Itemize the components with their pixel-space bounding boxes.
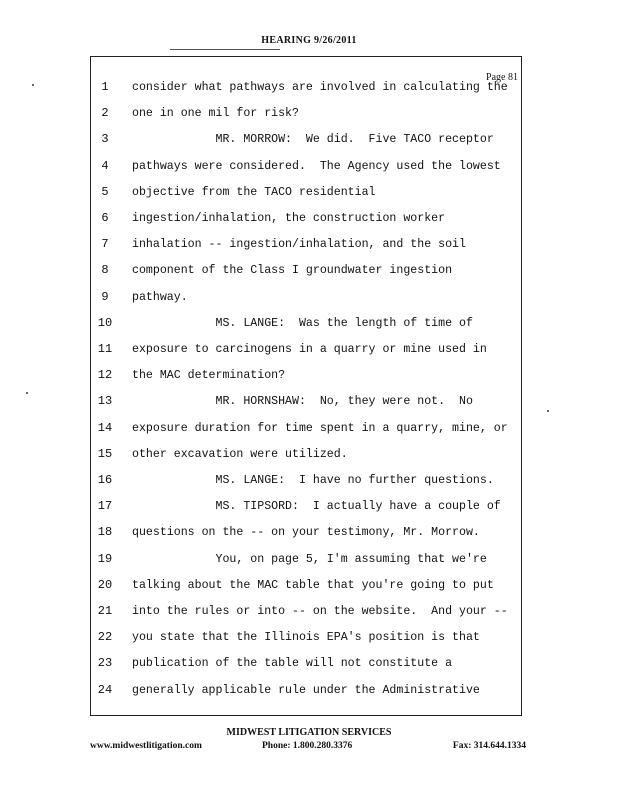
line-number: 17	[97, 499, 113, 513]
line-number: 12	[97, 368, 113, 382]
transcript-line-text: pathway.	[132, 291, 188, 304]
transcript-line-text: pathways were considered. The Agency used the lowest	[132, 160, 501, 173]
transcript-line-text: exposure duration for time spent in a quarry, mine, or	[132, 422, 508, 435]
transcript-line-text: MS. TIPSORD: I actually have a couple of	[132, 500, 501, 513]
transcript-line-text: MS. LANGE: Was the length of time of	[132, 317, 473, 330]
transcript-line-text: MR. MORROW: We did. Five TACO receptor	[132, 133, 494, 146]
transcript-line-text: MS. LANGE: I have no further questions.	[132, 474, 494, 487]
transcript-line-text: into the rules or into -- on the website. And your --	[132, 605, 508, 618]
transcript-line-text: objective from the TACO residential	[132, 186, 376, 199]
scan-speck	[32, 84, 34, 86]
line-number: 15	[97, 447, 113, 461]
line-number: 7	[101, 237, 109, 251]
transcript-line-text: generally applicable rule under the Administrative	[132, 684, 480, 697]
transcript-line-text: exposure to carcinogens in a quarry or mine used in	[132, 343, 487, 356]
header-divider	[170, 49, 280, 50]
line-number: 8	[101, 263, 109, 277]
footer-website: www.midwestlitigation.com	[90, 741, 202, 751]
line-number: 23	[97, 656, 113, 670]
line-number: 10	[97, 316, 113, 330]
line-number: 5	[101, 185, 109, 199]
transcript-line-text: consider what pathways are involved in calculating the	[132, 81, 508, 94]
transcript-line-text: one in one mil for risk?	[132, 107, 299, 120]
transcript-line-text: You, on page 5, I'm assuming that we're	[132, 553, 487, 566]
line-number: 6	[101, 211, 109, 225]
line-number: 24	[97, 683, 113, 697]
transcript-line-text: other excavation were utilized.	[132, 448, 348, 461]
scan-speck	[547, 410, 549, 412]
line-number: 22	[97, 630, 113, 644]
transcript-line-text: inhalation -- ingestion/inhalation, and the soil	[132, 238, 466, 251]
line-number: 13	[97, 394, 113, 408]
transcript-line-text: you state that the Illinois EPA's position is that	[132, 631, 480, 644]
line-number: 11	[97, 342, 113, 356]
transcript-line-text: publication of the table will not constitute a	[132, 657, 453, 670]
transcript-line-text: ingestion/inhalation, the construction worker	[132, 212, 446, 225]
scan-speck	[26, 392, 28, 394]
line-number: 16	[97, 473, 113, 487]
line-number: 3	[101, 132, 109, 146]
transcript-line-text: talking about the MAC table that you're going to put	[132, 579, 494, 592]
line-number: 4	[101, 159, 109, 173]
page-number: Page 81	[486, 72, 518, 83]
line-number: 20	[97, 578, 113, 592]
line-number: 19	[97, 552, 113, 566]
transcript-line-text: component of the Class I groundwater ingestion	[132, 264, 453, 277]
transcript-line-text: questions on the -- on your testimony, Mr. Morrow.	[132, 526, 480, 539]
footer-phone: Phone: 1.800.280.3376	[262, 741, 353, 751]
line-number: 1	[101, 80, 109, 94]
footer-fax: Fax: 314.644.1334	[452, 741, 526, 751]
transcript-line-text: MR. HORNSHAW: No, they were not. No	[132, 395, 473, 408]
transcript-line-text: the MAC determination?	[132, 369, 286, 382]
document-header-title: HEARING 9/26/2011	[261, 35, 357, 46]
line-number: 14	[97, 421, 113, 435]
line-number: 2	[101, 106, 109, 120]
line-number: 21	[97, 604, 113, 618]
line-number: 9	[101, 290, 109, 304]
footer-company-name: MIDWEST LITIGATION SERVICES	[226, 727, 392, 738]
line-number: 18	[97, 525, 113, 539]
